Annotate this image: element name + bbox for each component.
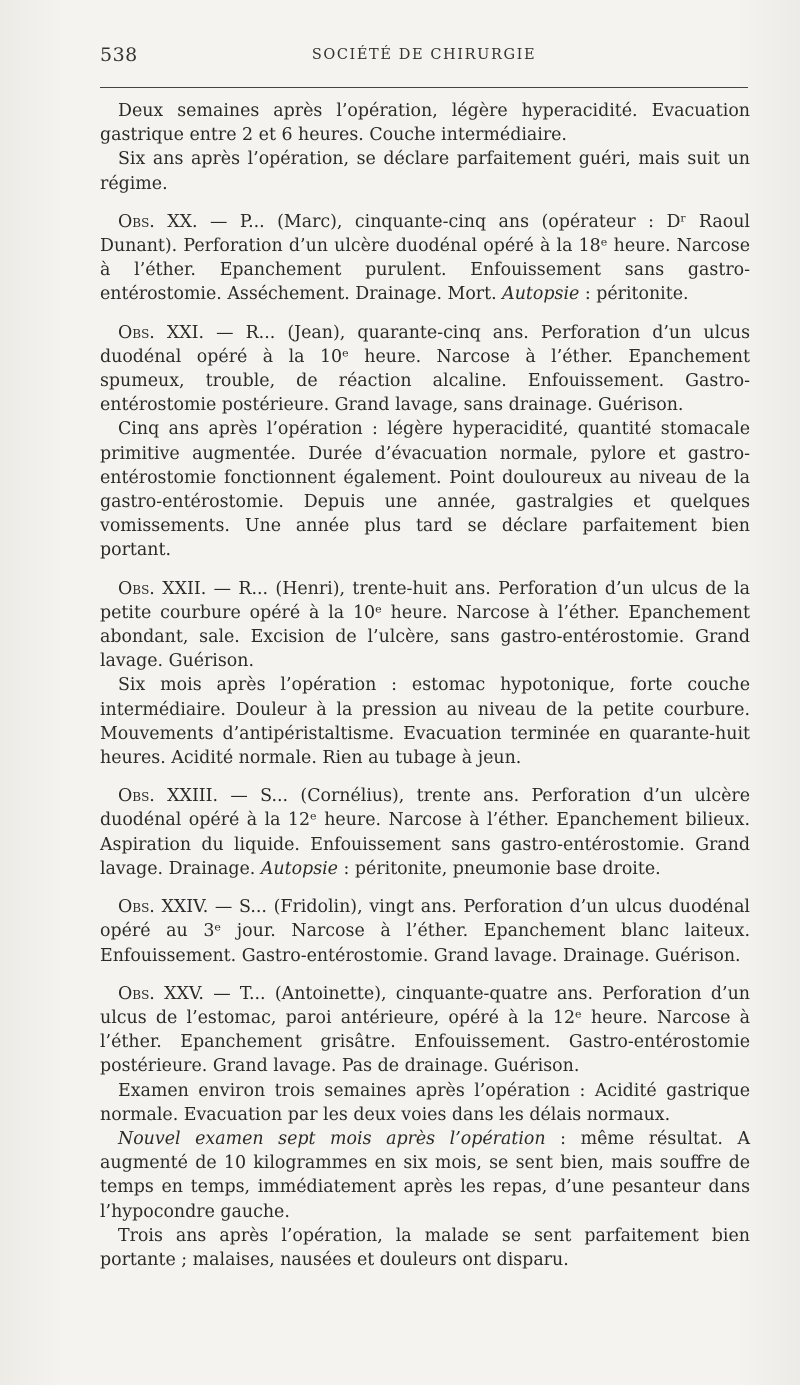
text-segment: : même résultat. A augmenté de 10 kilogrammes en six mois, se sent bien, mais souffre de temps en temps, immédiatement après les repas, d’une pesanteur dans l’hypocondre gauche. xyxy=(100,1128,751,1222)
italic-text: Autopsie xyxy=(502,284,580,305)
header-rule xyxy=(100,87,748,88)
page-number: 538 xyxy=(100,44,138,66)
text-segment: Cinq ans après l’opération : légère hyperacidité, quantité stomacale primitive augmentée. Durée d’évacuation normale, pylore et gastro-entérostomie fonctionnent également. Point douloureux au niveau de la gastro-entérostomie. Depuis une année, gastralgies et quelques vomissements. Une année plus tard se déclare parfaitement bien portant. xyxy=(100,419,750,561)
running-head xyxy=(100,44,748,74)
text-segment: — S... (Fridolin), vingt ans. Perforation d’un ulcus duodénal opéré au 3ᵉ jour. Narcose à l’éther. Epanchement blanc laiteux. Enfouissement. Gastro-entérostomie. Grand lavage. Drainage. Guérison. xyxy=(100,897,750,966)
paragraph xyxy=(100,147,750,195)
observation-label: Obs. XXII. xyxy=(118,578,207,599)
observation-paragraph xyxy=(100,577,750,674)
text-segment: : péritonite. xyxy=(579,284,689,305)
text-segment: Examen environ trois semaines après l’opération : Acidité gastrique normale. Evacuation par les deux voies dans les délais normaux. xyxy=(100,1080,750,1125)
text-segment: — R... (Jean), quarante-cinq ans. Perforation d’un ulcus duodénal opéré à la 10ᵉ heure. Narcose à l’éther. Epanchement spumeux, trouble, de réaction alcaline. Enfouissement. Gastro-entérostomie postérieure. Grand lavage, sans drainage. Guérison. xyxy=(100,322,751,416)
observation-label: Obs. XXIV. xyxy=(118,897,209,918)
observation-paragraph xyxy=(100,784,750,881)
observation-paragraph xyxy=(100,895,750,968)
italic-text: Autopsie xyxy=(260,858,338,879)
paragraph xyxy=(100,417,750,562)
observation-label: Obs. XXV. xyxy=(118,983,204,1004)
text-segment: — P... (Marc), cinquante-cinq ans (opérateur : Dʳ Raoul Dunant). Perforation d’un ulcère duodénal opéré à la 18ᵉ heure. Narcose à l’éther. Epanchement purulent. Enfouissement sans gastro-entérostomie. Asséchement. Drainage. Mort. xyxy=(100,211,750,305)
text-segment: Six mois après l’opération : estomac hypotonique, forte couche intermédiaire. Douleur à la pression au niveau de la petite courbure. Mouvements d’antipéristaltisme. Evacuation terminée en quarante-huit heures. Acidité normale. Rien au tubage à jeun. xyxy=(100,675,750,769)
observation-paragraph xyxy=(100,210,750,307)
paragraph xyxy=(100,1079,750,1127)
text-segment: — S... (Cornélius), trente ans. Perforation d’un ulcère duodénal opéré à la 12ᵉ heure. Narcose à l’éther. Epanchement bilieux. Aspiration du liquide. Enfouissement sans gastro-entérostomie. Grand lavage. Drainage. xyxy=(100,786,750,879)
text-segment: Deux semaines après l’opération, légère hyperacidité. Evacuation gastrique entre 2 et 6 heures. Couche intermédiaire. xyxy=(100,101,750,146)
text-segment: : péritonite, pneumonie base droite. xyxy=(337,858,661,879)
text-segment: — R... (Henri), trente-huit ans. Perforation d’un ulcus de la petite courbure opéré à la 10ᵉ heure. Narcose à l’éther. Epanchement abondant, sale. Excision de l’ulcère, sans gastro-entérostomie. Grand lavage. Guérison. xyxy=(100,578,750,672)
observation-label: Obs. XXIII. xyxy=(118,786,219,807)
observation-paragraph xyxy=(100,321,750,418)
running-title: SOCIÉTÉ DE CHIRURGIE xyxy=(311,47,537,63)
observation-label: Obs. XXI. xyxy=(118,322,205,343)
text-segment: — T... (Antoinette), cinquante-quatre ans. Perforation d’un ulcus de l’estomac, paroi antérieure, opéré à la 12ᵉ heure. Narcose à l’éther. Epanchement grisâtre. Enfouissement. Gastro-entérostomie postérieure. Grand lavage. Pas de drainage. Guérison. xyxy=(100,983,750,1077)
paragraph xyxy=(100,1224,750,1272)
italic-text: Nouvel examen sept mois après l’opération xyxy=(118,1128,546,1149)
paragraph xyxy=(100,673,750,770)
paragraph xyxy=(100,99,750,147)
text-segment: Six ans après l’opération, se déclare parfaitement guéri, mais suit un régime. xyxy=(100,149,750,194)
observation-paragraph xyxy=(100,982,750,1079)
text-segment: Trois ans après l’opération, la malade se sent parfaitement bien portante ; malaises, nausées et douleurs ont disparu. xyxy=(100,1225,750,1270)
observation-label: Obs. XX. xyxy=(118,211,198,232)
paragraph xyxy=(100,1127,750,1224)
body-text xyxy=(100,99,750,1272)
